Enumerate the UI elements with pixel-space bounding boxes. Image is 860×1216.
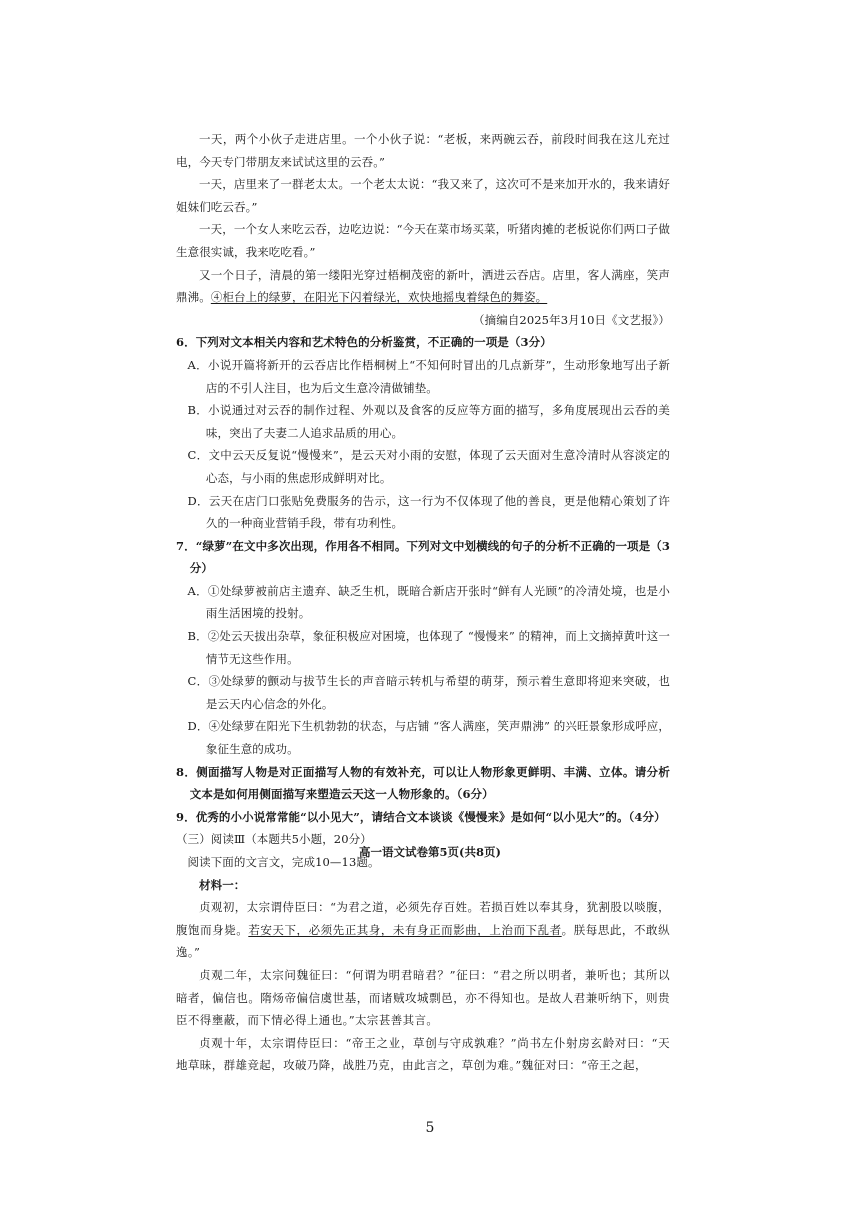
question-7-stem: 7．“绿萝”在文中多次出现，作用各不相同。下列对文中划横线的句子的分析不正确的一项是（3分） [176,538,670,576]
question-7-option-b: B．②处云天拔出杂草，象征积极应对困境，也体现了 “慢慢来” 的精神，而上文摘掉黄叶这一情节无这些作用。 [187,629,670,666]
classical-paragraph-2: 贞观二年，太宗问魏征曰：“何谓为明君暗君？”征曰：“君之所以明者，兼听也；其所以暗者，偏信也。隋炀帝偏信虞世基，而诸贼攻城剽邑，亦不得知也。是故人君兼听纳下，则贵臣不得壅蔽，而下情必得上通也。”太宗甚善其言。 [176,967,670,1028]
question-6-option-c: C．文中云天反复说“慢慢来”，是云天对小雨的安慰，体现了云天面对生意冷清时从容淡定的心态，与小雨的焦虑形成鲜明对比。 [187,448,670,485]
classical-text: 贞观初，太宗谓侍臣曰：“为君之道，必须先存百姓。若损百姓以奉其身，犹割股以啖腹，腹饱而身毙。 [176,900,670,937]
question-7-option-a: A．①处绿萝被前店主遗弃、缺乏生机，既暗合新店开张时“鲜有人光顾”的冷清处境，也是小雨生活困境的投射。 [187,583,670,621]
question-6-stem: 6．下列对文本相关内容和艺术特色的分析鉴赏，不正确的一项是（3分） [176,335,552,350]
question-9-stem: 9．优秀的小小说常常能“以小见大”，请结合文本谈谈《慢慢来》是如何“以小见大”的。（4分） [176,809,666,824]
question-6-option-b: B．小说通过对云吞的制作过程、外观以及食客的反应等方面的描写，多角度展现出云吞的美味，突出了夫妻二人追求品质的用心。 [187,403,670,440]
source-citation: （摘编自2025年3月10日《文艺报》） [473,312,670,327]
question-7-option-d: D．④处绿萝在阳光下生机勃勃的状态，与店铺 “客人满座，笑声鼎沸” 的兴旺景象形成呼应，象征生意的成功。 [187,719,670,757]
underlined-sentence-4: ④柜台上的绿萝，在阳光下闪着绿光，欢快地摇曳着绿色的舞姿。 [210,290,548,305]
story-paragraph: 一天，店里来了一群老太太。一个老太太说：“我又来了，这次可不是来加开水的，我来请好姐妹们吃云吞。” [176,177,670,214]
page-content [176,128,670,1077]
story-last-text: 又一个日子，清晨的第一缕阳光穿过梧桐茂密的新叶，洒进云吞店。店里，客人满座，笑声鼎沸。 [176,267,670,305]
story-paragraph: 一天，一个女人来吃云吞，边吃边说：“今天在菜市场买菜，听猪肉摊的老板说你们两口子做生意很实诚，我来吃吃看。” [176,222,670,259]
classical-paragraph-1 [176,896,670,964]
page-number: 5 [425,1120,435,1136]
material-1-label: 材料一： [199,877,246,892]
story-last-paragraph [176,264,670,309]
story-paragraph: 一天，两个小伙子走进店里。一个小伙子说：“老板，来两碗云吞，前段时间我在这儿充过电，今天专门带朋友来试试这里的云吞。” [176,132,670,169]
question-8-stem: 8．侧面描写人物是对正面描写人物的有效补充，可以让人物形象更鲜明、丰满、立体。请分析文本是如何用侧面描写来塑造云天这一人物形象的。（6分） [176,764,670,802]
underlined-classical-sentence: 若安天下，必须先正其身，未有身正而影曲，上治而下乱者 [248,922,562,937]
question-6-option-a: A．小说开篇将新开的云吞店比作梧桐树上“不知何时冒出的几点新芽”，生动形象地写出子新店的不引人注目，也为后文生意冷清做铺垫。 [187,357,670,395]
question-6-option-d: D．云天在店门口张贴免费服务的告示，这一行为不仅体现了他的善良，更是他精心策划了许久的一种商业营销手段，带有功利性。 [187,493,670,531]
section-3-instruction: 阅读下面的文言文，完成10—13题。 [187,855,380,869]
question-7-option-c: C．③处绿萝的颤动与拔节生长的声音暗示转机与希望的萌芽，预示着生意即将迎来突破，也是云天内心信念的外化。 [187,674,670,711]
section-3-title: （三）阅读Ⅲ（本题共5小题，20分） [176,832,372,847]
page-footer: 高一语文试卷第5页(共8页) [359,845,501,859]
classical-paragraph-3: 贞观十年，太宗谓侍臣曰：“帝王之业，草创与守成孰难？”尚书左仆射房玄龄对曰：“天地草昧，群雄竞起，攻破乃降，战胜乃克，由此言之，草创为难。”魏征对曰：“帝王之起， [176,1035,670,1073]
classical-text: 。朕每思此，不敢纵逸。” [176,922,670,960]
